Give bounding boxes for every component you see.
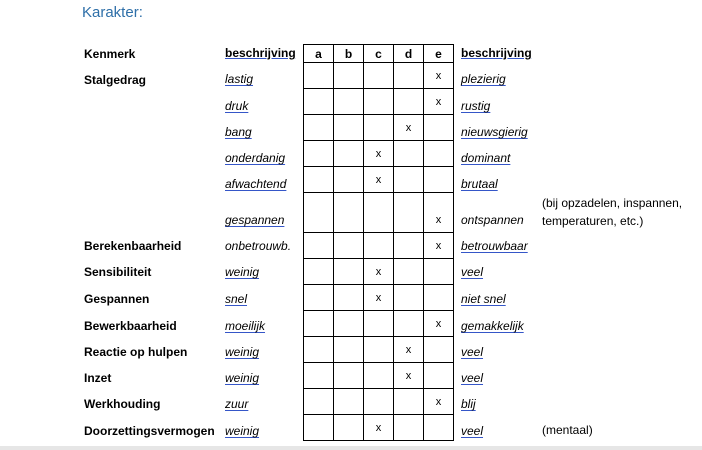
left-desc-druk: druk	[225, 99, 249, 113]
label-doorzettingsvermogen: Doorzettingsvermogen	[84, 424, 215, 438]
right-desc-blij: blij	[461, 397, 476, 411]
right-desc-veel-doorzetting: veel	[461, 424, 484, 438]
col-header-a: a	[304, 45, 334, 63]
grid-cell[interactable]	[304, 63, 334, 89]
header-left-description: beschrijving	[225, 46, 296, 60]
grid-cell[interactable]	[304, 115, 334, 141]
grid-cell-mark[interactable]: x	[394, 363, 424, 389]
grid-cell-mark[interactable]: x	[424, 63, 454, 89]
grid-row	[304, 389, 454, 415]
grid-header-row	[304, 45, 454, 63]
grid-cell[interactable]	[334, 233, 364, 259]
col-header-e: e	[424, 45, 454, 63]
grid-row	[304, 259, 454, 285]
label-inzet: Inzet	[84, 371, 112, 385]
left-desc-onbetrouwb: onbetrouwb.	[225, 239, 292, 253]
grid-cell[interactable]	[304, 337, 334, 363]
left-desc-weinig-hulpen: weinig	[225, 345, 260, 359]
label-bewerkbaarheid: Bewerkbaarheid	[84, 319, 177, 333]
grid-row	[304, 89, 454, 115]
grid-cell-mark[interactable]: x	[364, 285, 394, 311]
right-desc-nieuwsgierig: nieuwsgierig	[461, 125, 528, 139]
left-desc-afwachtend: afwachtend	[225, 177, 287, 191]
left-desc-gespannen: gespannen	[225, 213, 285, 227]
grid-row	[304, 285, 454, 311]
right-desc-veel-inzet: veel	[461, 371, 484, 385]
grid-cell-mark[interactable]: x	[394, 337, 424, 363]
left-desc-onderdanig: onderdanig	[225, 151, 286, 165]
grid-cell[interactable]	[334, 389, 364, 415]
grid-cell[interactable]	[424, 285, 454, 311]
grid-cell[interactable]	[334, 193, 364, 233]
section-title: Karakter:	[82, 4, 143, 21]
grid-cell[interactable]	[364, 389, 394, 415]
grid-cell-mark[interactable]: x	[424, 311, 454, 337]
grid-row	[304, 141, 454, 167]
left-desc-zuur: zuur	[225, 397, 249, 411]
grid-row	[304, 167, 454, 193]
label-sensibiliteit: Sensibiliteit	[84, 265, 152, 279]
col-header-c: c	[364, 45, 394, 63]
right-desc-ontspannen: ontspannen	[461, 213, 524, 227]
note-gespannen-line2: temperaturen, etc.)	[542, 214, 644, 228]
header-right-description: beschrijving	[461, 46, 532, 60]
grid-cell[interactable]	[304, 415, 334, 441]
note-doorzetting: (mentaal)	[542, 423, 593, 437]
grid-cell[interactable]	[424, 337, 454, 363]
label-stalgedrag: Stalgedrag	[84, 73, 147, 87]
grid-cell[interactable]	[334, 63, 364, 89]
grid-row	[304, 415, 454, 441]
left-desc-bang: bang	[225, 125, 252, 139]
label-berekenbaarheid: Berekenbaarheid	[84, 239, 182, 253]
right-desc-niet-snel: niet snel	[461, 292, 506, 306]
grid-cell[interactable]	[304, 141, 334, 167]
right-desc-veel-hulpen: veel	[461, 345, 484, 359]
right-desc-rustig: rustig	[461, 99, 491, 113]
grid-row	[304, 233, 454, 259]
grid-cell[interactable]	[424, 167, 454, 193]
grid-cell[interactable]	[424, 415, 454, 441]
grid-cell[interactable]	[394, 285, 424, 311]
grid-cell[interactable]	[424, 363, 454, 389]
grid-cell[interactable]	[304, 193, 334, 233]
grid-cell[interactable]	[424, 115, 454, 141]
label-reactie-op-hulpen: Reactie op hulpen	[84, 345, 188, 359]
left-desc-weinig-sens: weinig	[225, 265, 260, 279]
grid-cell[interactable]	[394, 233, 424, 259]
grid-cell-mark[interactable]: x	[364, 259, 394, 285]
col-header-d: d	[394, 45, 424, 63]
grid-cell[interactable]	[394, 141, 424, 167]
grid-cell-mark[interactable]: x	[394, 115, 424, 141]
grid-cell[interactable]	[394, 89, 424, 115]
left-desc-snel: snel	[225, 292, 248, 306]
grid-cell[interactable]	[304, 233, 334, 259]
left-desc-moeilijk: moeilijk	[225, 319, 266, 333]
grid-cell[interactable]	[304, 389, 334, 415]
grid-cell[interactable]	[334, 167, 364, 193]
grid-cell[interactable]	[394, 63, 424, 89]
right-desc-dominant: dominant	[461, 151, 511, 165]
grid-cell[interactable]	[334, 89, 364, 115]
grid-row	[304, 193, 454, 233]
grid-cell-mark[interactable]: x	[424, 389, 454, 415]
grid-cell-mark[interactable]: x	[424, 233, 454, 259]
grid-cell[interactable]	[304, 259, 334, 285]
header-kenmerk: Kenmerk	[84, 47, 136, 61]
grid-cell[interactable]	[304, 89, 334, 115]
grid-cell[interactable]	[424, 141, 454, 167]
right-desc-plezierig: plezierig	[461, 72, 506, 86]
grid-cell-mark[interactable]: x	[364, 415, 394, 441]
grid-row	[304, 311, 454, 337]
label-gespannen: Gespannen	[84, 292, 150, 306]
grid-cell[interactable]	[364, 233, 394, 259]
rating-grid	[303, 44, 454, 441]
right-desc-brutaal: brutaal	[461, 177, 498, 191]
grid-cell[interactable]	[364, 63, 394, 89]
grid-row	[304, 63, 454, 89]
left-desc-weinig-inzet: weinig	[225, 371, 260, 385]
grid-cell[interactable]	[334, 337, 364, 363]
grid-cell[interactable]	[394, 193, 424, 233]
grid-cell[interactable]	[364, 363, 394, 389]
grid-cell[interactable]	[364, 115, 394, 141]
grid-row	[304, 115, 454, 141]
grid-cell[interactable]	[304, 363, 334, 389]
grid-cell[interactable]	[334, 285, 364, 311]
grid-cell[interactable]	[304, 167, 334, 193]
grid-cell[interactable]	[334, 259, 364, 285]
grid-cell[interactable]	[394, 259, 424, 285]
page-bottom-edge	[0, 446, 702, 450]
grid-cell[interactable]	[394, 167, 424, 193]
grid-cell-mark[interactable]: x	[364, 167, 394, 193]
grid-cell[interactable]	[394, 311, 424, 337]
grid-cell[interactable]	[334, 415, 364, 441]
grid-cell[interactable]	[304, 311, 334, 337]
left-desc-weinig-doorzetting: weinig	[225, 424, 260, 438]
col-header-b: b	[334, 45, 364, 63]
left-desc-lastig: lastig	[225, 72, 254, 86]
grid-cell[interactable]	[304, 285, 334, 311]
grid-cell[interactable]	[334, 311, 364, 337]
grid-cell[interactable]	[364, 337, 394, 363]
right-desc-veel-sens: veel	[461, 265, 484, 279]
grid-cell[interactable]	[364, 193, 394, 233]
right-desc-betrouwbaar: betrouwbaar	[461, 239, 528, 253]
grid-cell[interactable]	[424, 259, 454, 285]
grid-cell[interactable]	[394, 415, 424, 441]
grid-cell-mark[interactable]: x	[424, 193, 454, 233]
grid-cell-mark[interactable]: x	[364, 141, 394, 167]
note-gespannen-line1: (bij opzadelen, inspannen,	[542, 196, 683, 210]
grid-cell-mark[interactable]: x	[424, 89, 454, 115]
grid-cell[interactable]	[334, 115, 364, 141]
grid-cell[interactable]	[364, 311, 394, 337]
grid-cell[interactable]	[334, 141, 364, 167]
grid-row	[304, 363, 454, 389]
grid-cell[interactable]	[334, 363, 364, 389]
grid-cell[interactable]	[394, 389, 424, 415]
grid-row	[304, 337, 454, 363]
grid-cell[interactable]	[364, 89, 394, 115]
right-desc-gemakkelijk: gemakkelijk	[461, 319, 524, 333]
label-werkhouding: Werkhouding	[84, 397, 161, 411]
